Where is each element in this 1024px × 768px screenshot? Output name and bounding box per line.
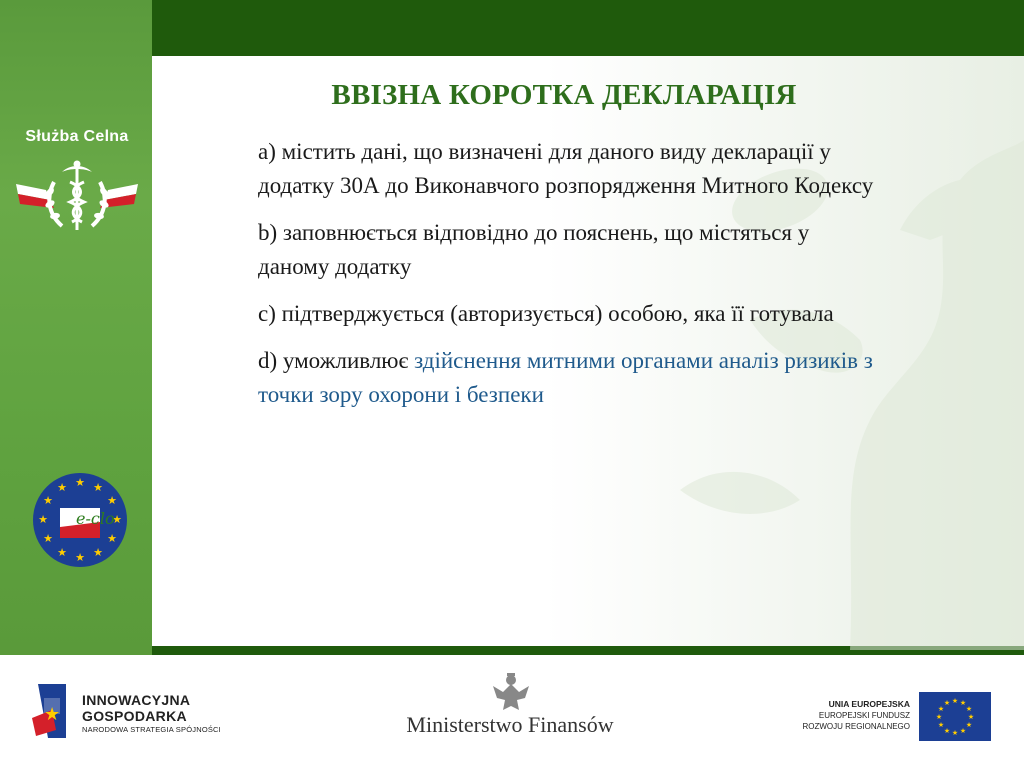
svg-text:★: ★: [112, 513, 122, 526]
ue-text: [760, 698, 910, 732]
svg-text:★: ★: [44, 704, 61, 725]
ue-line3: ROZWOJU REGIONALNEGO: [802, 722, 910, 731]
svg-text:★: ★: [107, 494, 117, 507]
svg-text:★: ★: [93, 546, 103, 559]
customs-emblem-icon: [10, 122, 144, 242]
ministry-name: Ministerstwo Finansów: [406, 712, 614, 737]
svg-text:★: ★: [937, 705, 945, 713]
ue-line1: UNIA EUROPEJSKA: [828, 699, 910, 709]
item-d-highlight: здійснення митними органами аналіз ризиків з точки зору охорони і безпеки: [258, 348, 873, 407]
svg-text:★: ★: [93, 481, 103, 494]
item-b: b) заповнюється відповідно до пояснень, що містяться у даному додатку: [258, 220, 810, 279]
svg-text:★: ★: [107, 532, 117, 545]
eu-flag-icon: [919, 692, 991, 741]
svg-text:★: ★: [943, 727, 951, 735]
agency-label: Służba Celna: [25, 128, 129, 145]
svg-text:★: ★: [57, 481, 67, 494]
slide-body: [258, 135, 878, 425]
svg-text:★: ★: [965, 721, 973, 729]
svg-text:★: ★: [967, 713, 975, 721]
ig-line2: GOSPODARKA: [82, 708, 187, 724]
ig-line3: NARODOWA STRATEGIA SPÓJNOŚCI: [82, 725, 221, 734]
item-a: a) містить дані, що визначені для даного виду декларації у додатку 30А до Виконавчого розпорядження Митного Кодексу: [258, 139, 874, 198]
item-d: [258, 344, 878, 412]
svg-text:★: ★: [75, 551, 85, 564]
svg-text:★: ★: [937, 721, 945, 729]
svg-text:★: ★: [75, 476, 85, 489]
polish-eagle-icon: [489, 672, 533, 716]
svg-text:★: ★: [965, 705, 973, 713]
slide-title: ВВІЗНА КОРОТКА ДЕКЛАРАЦІЯ: [331, 79, 797, 111]
e-clo-emblem-icon: [32, 472, 128, 568]
svg-text:★: ★: [935, 713, 943, 721]
svg-text:★: ★: [951, 697, 959, 705]
ue-line2: EUROPEJSKI FUNDUSZ: [818, 711, 910, 720]
svg-text:★: ★: [43, 532, 53, 545]
item-d-prefix: d) уможливлює: [258, 348, 415, 373]
top-band: [152, 0, 1024, 56]
svg-text:★: ★: [959, 727, 967, 735]
svg-text:★: ★: [43, 494, 53, 507]
svg-text:★: ★: [38, 513, 48, 526]
svg-text:★: ★: [57, 546, 67, 559]
svg-text:★: ★: [943, 699, 951, 707]
innowacyjna-gospodarka-text: [82, 692, 221, 735]
svg-text:★: ★: [951, 729, 959, 737]
e-clo-text: e-clo: [76, 509, 115, 528]
ig-line1: INNOWACYJNA: [82, 692, 191, 708]
item-c: c) підтверджується (авторизується) особою, яка її готувала: [258, 301, 834, 326]
svg-text:★: ★: [959, 699, 967, 707]
